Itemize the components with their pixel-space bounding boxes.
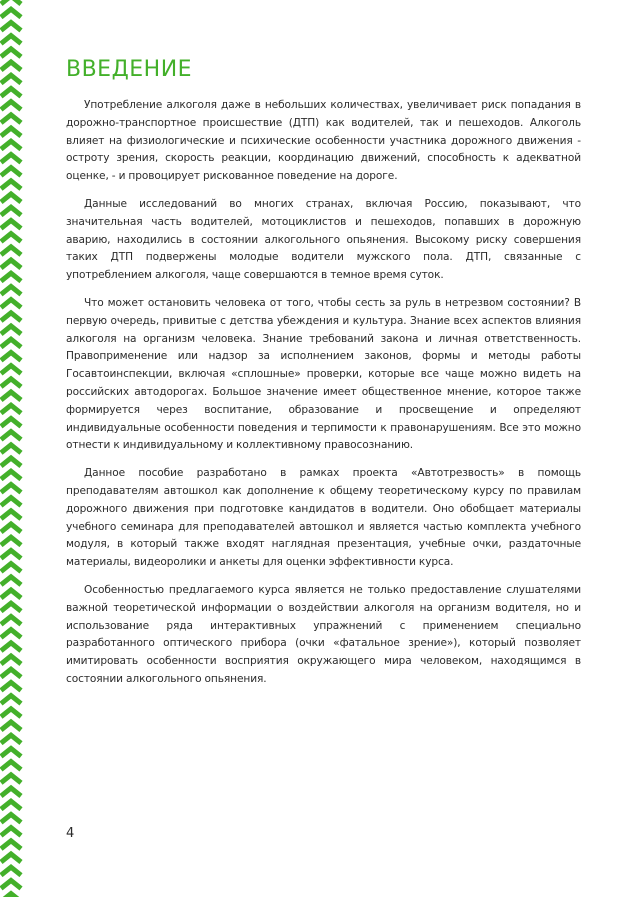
paragraph-1: Употребление алкоголя даже в небольших количествах, увеличивает риск попадания в дорожно-транспортное происшествие (ДТП) как водителей, так и пешеходов. Алкоголь влияет на физиологические и психические особенности участника дорожного движения - остроту зрения, скорость реакции, координацию движений, способность к адекватной оценке, - и провоцирует рискованное поведение на дороге. xyxy=(66,99,581,183)
paragraph-3: Что может остановить человека от того, чтобы сесть за руль в нетрезвом состоянии? В первую очередь, привитые с детства убеждения и культура. Знание всех аспектов влияния алкоголя на организм человека. Знание требований закона и личная ответственность. Правоприменение или надзор за исполнением законов, формы и методы работы Госавтоинспекции, включая «сплошные» проверки, которые все чаще можно видеть на российских автодорогах. Большое значение имеет общественное мнение, которое также формируется через воспитание, образование и просвещение и определяют индивидуальные особенности поведения и терпимости к правонарушениям. Все это можно отнести к индивидуальному и коллективному правосознанию. xyxy=(66,296,581,452)
green-chevron-border xyxy=(0,0,26,897)
paragraph-5: Особенностью предлагаемого курса является не только предоставление слушателями важной теоретической информации о воздействии алкоголя на организм водителя, но и использование ряда интерактивных упражнений с применением специально разработанного оптического прибора (очки «фатальное зрение»), который позволяет имитировать особенности восприятия окружающего мира человеком, находящимся в состоянии алкогольного опьянения. xyxy=(66,583,581,685)
main-content xyxy=(66,56,581,699)
paragraph-4: Данное пособие разработано в рамках проекта «Автотрезвость» в помощь преподавателям автошкол как дополнение к общему теоретическому курсу по правилам дорожного движения при подготовке кандидатов в водители. Оно обобщает материалы учебного семинара для преподавателей автошкол и является частью комплекта учебного модуля, в который также входят наглядная презентация, учебные очки, раздаточные материалы, видеоролики и анкеты для оценки эффективности курса. xyxy=(66,467,581,569)
page-number: 4 xyxy=(66,826,75,841)
paragraph-2: Данные исследований во многих странах, включая Россию, показывают, что значительная часть водителей, мотоциклистов и пешеходов, попавших в дорожную аварию, находились в состоянии алкогольного опьянения. Высокому риску совершения таких ДТП подвержены молодые водители мужского пола. ДТП, связанные с употреблением алкоголя, чаще совершаются в темное время суток. xyxy=(66,197,581,282)
page-title: ВВЕДЕНИЕ xyxy=(66,57,193,82)
